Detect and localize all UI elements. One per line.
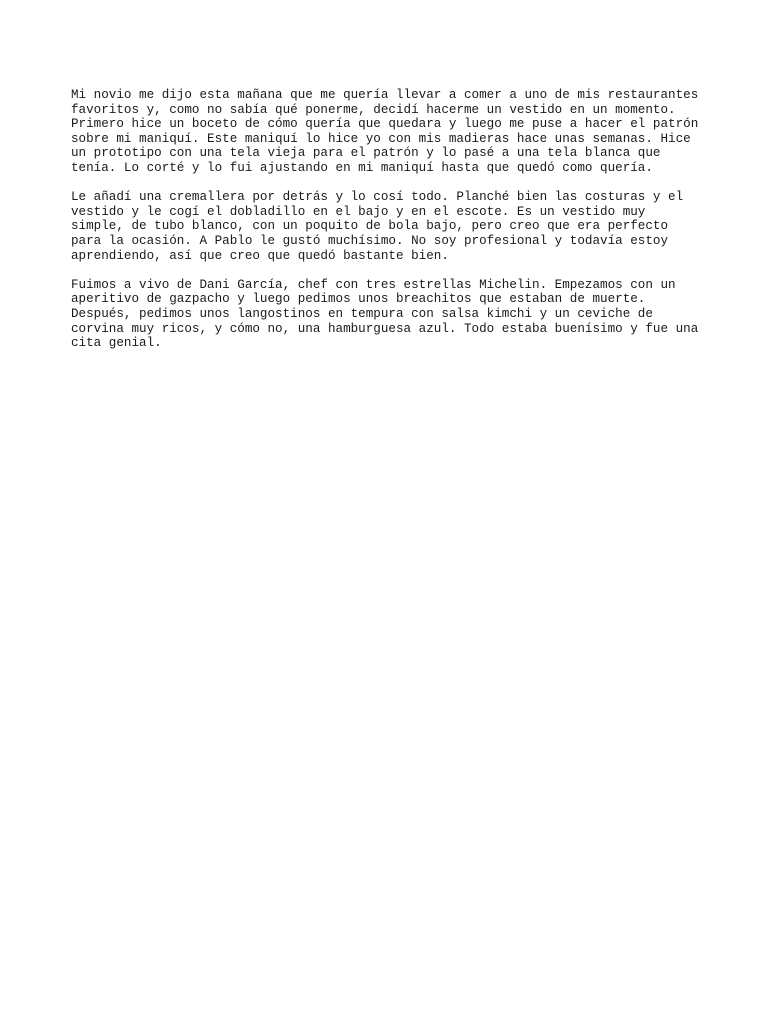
paragraph-1: [71, 88, 711, 176]
text-line: un prototipo con una tela vieja para el patrón y lo pasé a una tela blanca que: [71, 146, 661, 161]
paragraph-3: [71, 278, 711, 351]
text-line: Primero hice un boceto de cómo quería que quedara y luego me puse a hacer el patrón: [71, 117, 699, 132]
text-line: corvina muy ricos, y cómo no, una hamburguesa azul. Todo estaba buenísimo y fue una: [71, 321, 699, 336]
text-line: Mi novio me dijo esta mañana que me quería llevar a comer a uno de mis restaurantes: [71, 88, 699, 102]
text-line: vestido y le cogí el dobladillo en el bajo y en el escote. Es un vestido muy: [71, 204, 646, 219]
text-line: aprendiendo, así que creo que quedó bastante bien.: [71, 248, 449, 263]
text-line: Fuimos a vivo de Dani García, chef con tres estrellas Michelin. Empezamos con un: [71, 277, 676, 292]
text-line: favoritos y, como no sabía qué ponerme, decidí hacerme un vestido en un momento.: [71, 102, 676, 117]
text-line: Después, pedimos unos langostinos en tempura con salsa kimchi y un ceviche de: [71, 306, 653, 321]
text-line: simple, de tubo blanco, con un poquito de bola bajo, pero creo que era perfecto: [71, 219, 669, 234]
text-line: para la ocasión. A Pablo le gustó muchísimo. No soy profesional y todavía estoy: [71, 233, 669, 248]
document-body: [71, 88, 711, 365]
text-line: Le añadí una cremallera por detrás y lo cosí todo. Planché bien las costuras y el: [71, 190, 684, 205]
text-line: sobre mi maniquí. Este maniquí lo hice yo con mis madieras hace unas semanas. Hice: [71, 131, 691, 146]
paragraph-2: [71, 190, 711, 263]
text-line: cita genial.: [71, 336, 162, 351]
text-line: tenía. Lo corté y lo fui ajustando en mi maniquí hasta que quedó como quería.: [71, 160, 653, 175]
text-line: aperitivo de gazpacho y luego pedimos unos breachitos que estaban de muerte.: [71, 292, 646, 307]
